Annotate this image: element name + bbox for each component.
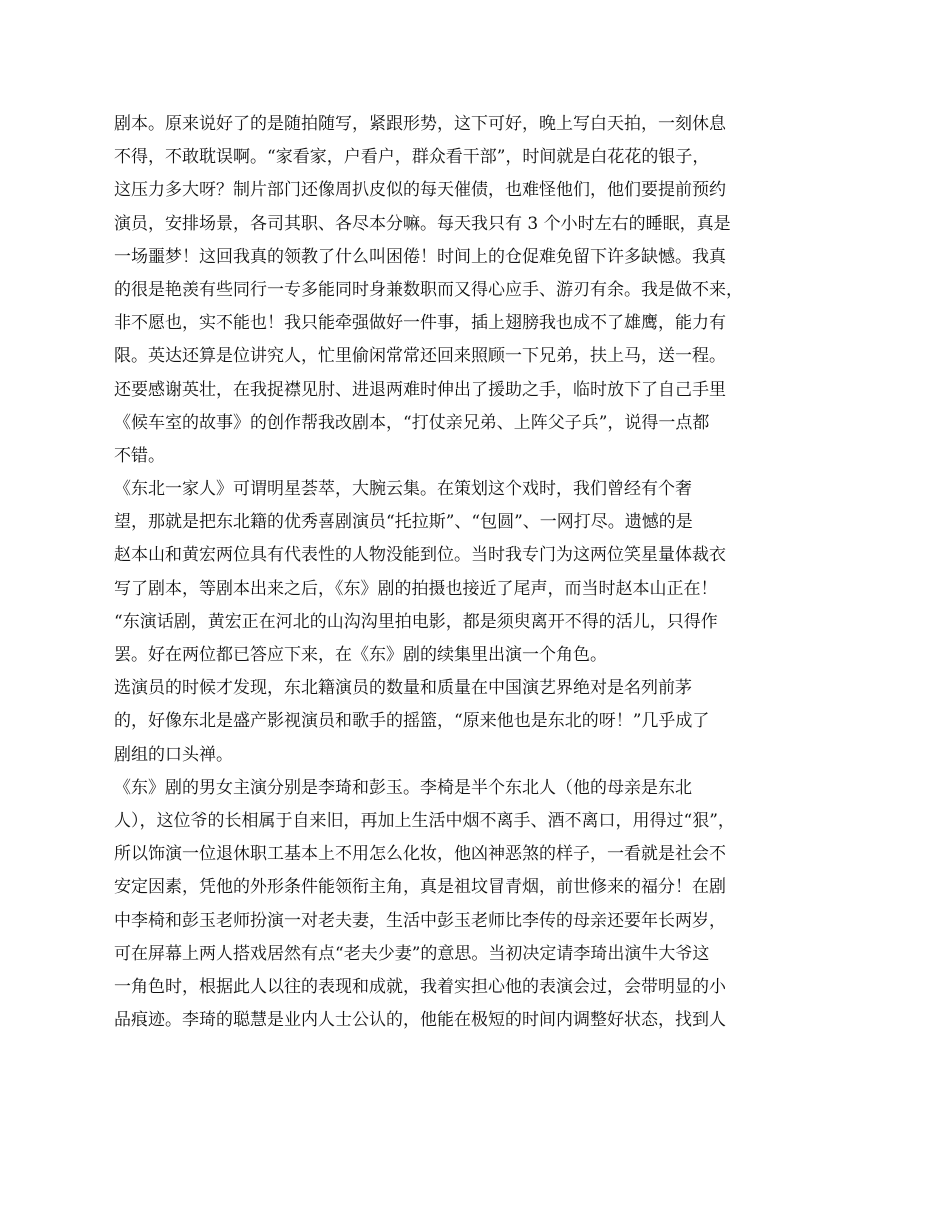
- text-line: 一场噩梦！这回我真的领教了什么叫困倦！时间上的仓促难免留下许多缺憾。我真: [114, 246, 726, 267]
- text-line: “东演话剧，黄宏正在河北的山沟沟里拍电影，都是须臾离开不得的活儿，只得作: [114, 611, 718, 632]
- text-line: 限。英达还算是位讲究人，忙里偷闲常常还回来照顾一下兄弟，扶上马，送一程。: [114, 346, 726, 367]
- text-line: 《东》剧的男女主演分别是李琦和彭玉。李椅是半个东北人（他的母亲是东北: [114, 777, 692, 798]
- text-line: 望，那就是把东北籍的优秀喜剧演员“托拉斯”、“包圆”、一网打尽。遗憾的是: [114, 512, 693, 533]
- text-line: 非不愿也，实不能也！我只能牵强做好一件事，插上翅膀我也成不了雄鹰，能力有: [114, 313, 726, 334]
- document-page: [114, 108, 804, 1037]
- text-line: 的很是艳羡有些同行一专多能同时身兼数职而又得心应手、游刃有余。我是做不来，: [114, 279, 743, 300]
- text-line: 可在屏幕上两人搭戏居然有点“老夫少妻”的意思。当初决定请李琦出演牛大爷这: [114, 943, 710, 964]
- text-line: 所以饰演一位退休职工基本上不用怎么化妆，他凶神恶煞的样子，一看就是社会不: [114, 844, 726, 865]
- text-line: 安定因素，凭他的外形条件能领衔主角，真是祖坟冒青烟，前世修来的福分！在剧: [114, 877, 726, 898]
- text-line: 罢。好在两位都已答应下来，在《东》剧的续集里出演一个角色。: [114, 645, 607, 665]
- text-line: 剧组的口头禅。: [114, 744, 233, 765]
- text-line: 一角色时，根据此人以往的表现和成就，我着实担心他的表演会过，会带明显的小: [114, 976, 726, 997]
- text-line: 还要感谢英壮，在我捉襟见肘、进退两难时伸出了援助之手，临时放下了自己手里: [114, 379, 726, 400]
- text-line: 演员，安排场景，各司其职、各尽本分嘛。每天我只有 3 个小时左右的睡眠，真是: [114, 213, 731, 234]
- text-line: 写了剧本，等剧本出来之后，《东》剧的拍摄也接近了尾声，而当时赵本山正在！: [114, 578, 718, 599]
- text-line: 不得，不敢耽误啊。“家看家，户看户，群众看干部”，时间就是白花花的银子，: [114, 147, 710, 168]
- text-line: 选演员的时候才发现，东北籍演员的数量和质量在中国演艺界绝对是名列前茅: [114, 678, 692, 699]
- text-line: 人），这位爷的长相属于自来旧，再加上生活中烟不离手、酒不离口，用得过“狠”，: [114, 810, 735, 831]
- text-line: 品痕迹。李琦的聪慧是业内人士公认的，他能在极短的时间内调整好状态，找到人: [114, 1010, 726, 1031]
- text-line: 不错。: [114, 445, 165, 466]
- text-line: 赵本山和黄宏两位具有代表性的人物没能到位。当时我专门为这两位笑星量体裁衣: [114, 545, 726, 566]
- text-line: 这压力多大呀？制片部门还像周扒皮似的每天催债，也难怪他们，他们要提前预约: [114, 180, 726, 201]
- text-line: 《东北一家人》可谓明星荟萃，大腕云集。在策划这个戏时，我们曾经有个奢: [114, 479, 692, 500]
- text-line: 的，好像东北是盛产影视演员和歌手的摇篮，“原来他也是东北的呀！”几乎成了: [114, 711, 710, 732]
- text-line: 中李椅和彭玉老师扮演一对老夫妻，生活中彭玉老师比李传的母亲还要年长两岁，: [114, 910, 726, 931]
- text-line: 剧本。原来说好了的是随拍随写，紧跟形势，这下可好，晚上写白天拍，一刻休息: [114, 114, 726, 134]
- text-line: 《候车室的故事》的创作帮我改剧本，“打仗亲兄弟、上阵父子兵”，说得一点都: [114, 412, 710, 433]
